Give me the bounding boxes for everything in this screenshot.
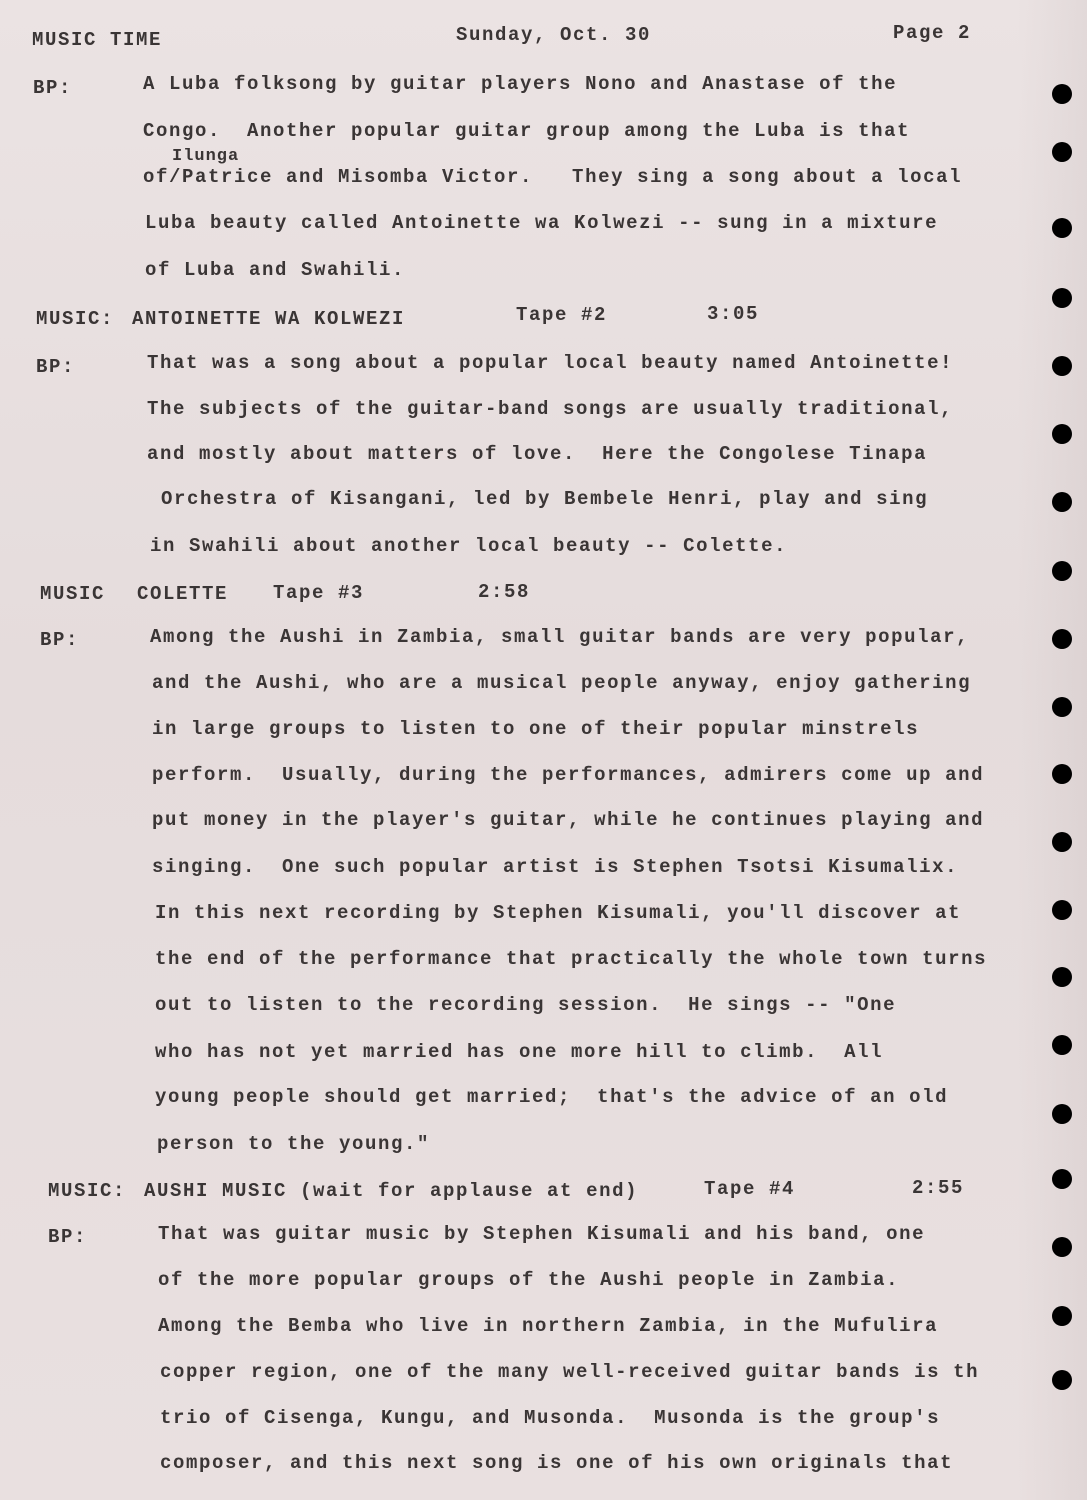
punch-hole bbox=[1052, 1370, 1072, 1390]
music-cue-tape: Tape #4 bbox=[704, 1178, 796, 1200]
script-line: Congo. Another popular guitar group among the Luba is that bbox=[143, 120, 911, 142]
speaker-label: BP: bbox=[48, 1226, 88, 1248]
punch-hole bbox=[1052, 424, 1072, 444]
script-line: singing. One such popular artist is Stephen Tsotsi Kisumalix. bbox=[152, 856, 959, 878]
script-line: young people should get married; that's the advice of an old bbox=[155, 1086, 949, 1108]
script-line: in Swahili about another local beauty -- Colette. bbox=[150, 535, 788, 557]
punch-hole bbox=[1052, 832, 1072, 852]
music-cue-title: AUSHI MUSIC (wait for applause at end) bbox=[144, 1180, 639, 1202]
script-line: A Luba folksong by guitar players Nono and Anastase of the bbox=[143, 73, 898, 95]
script-line: out to listen to the recording session. He sings -- "One bbox=[155, 994, 897, 1016]
handwritten-insert: Ilunga bbox=[172, 147, 240, 166]
punch-hole bbox=[1052, 1237, 1072, 1257]
script-line: Among the Bemba who live in northern Zambia, in the Mufulira bbox=[158, 1315, 939, 1337]
punch-hole bbox=[1052, 142, 1072, 162]
script-line: In this next recording by Stephen Kisumali, you'll discover at bbox=[155, 902, 962, 924]
script-line: of the more popular groups of the Aushi people in Zambia. bbox=[158, 1269, 900, 1291]
script-line: That was a song about a popular local beauty named Antoinette! bbox=[147, 352, 954, 374]
punch-hole bbox=[1052, 697, 1072, 717]
script-line: Orchestra of Kisangani, led by Bembele Henri, play and sing bbox=[148, 488, 929, 510]
script-line: perform. Usually, during the performances, admirers come up and bbox=[152, 764, 985, 786]
punch-hole bbox=[1052, 84, 1072, 104]
music-cue-label: MUSIC bbox=[40, 583, 106, 605]
music-cue-title: ANTOINETTE WA KOLWEZI bbox=[132, 308, 406, 330]
music-cue-duration: 2:55 bbox=[912, 1177, 965, 1199]
script-line: and the Aushi, who are a musical people anyway, enjoy gathering bbox=[152, 672, 972, 694]
script-line: the end of the performance that practically the whole town turns bbox=[155, 948, 988, 970]
program-title: MUSIC TIME bbox=[32, 29, 163, 51]
script-line: copper region, one of the many well-received guitar bands is th bbox=[160, 1361, 980, 1383]
script-line: put money in the player's guitar, while he continues playing and bbox=[152, 809, 985, 831]
punch-hole bbox=[1052, 356, 1072, 376]
page-number: Page 2 bbox=[893, 22, 972, 44]
punch-hole bbox=[1052, 900, 1072, 920]
punch-hole bbox=[1052, 492, 1072, 512]
script-line: of/Patrice and Misomba Victor. They sing a song about a local bbox=[143, 166, 963, 188]
script-line: trio of Cisenga, Kungu, and Musonda. Musonda is the group's bbox=[160, 1407, 941, 1429]
script-line: The subjects of the guitar-band songs are usually traditional, bbox=[147, 398, 954, 420]
punch-hole bbox=[1052, 288, 1072, 308]
music-cue-tape: Tape #2 bbox=[516, 304, 608, 326]
speaker-label: BP: bbox=[33, 77, 73, 99]
music-cue-title: COLETTE bbox=[137, 583, 229, 605]
punch-hole bbox=[1052, 561, 1072, 581]
script-line: in large groups to listen to one of their popular minstrels bbox=[152, 718, 920, 740]
punch-hole bbox=[1052, 1169, 1072, 1189]
punch-hole bbox=[1052, 1306, 1072, 1326]
punch-hole bbox=[1052, 629, 1072, 649]
script-line: of Luba and Swahili. bbox=[145, 259, 406, 281]
punch-hole bbox=[1052, 1035, 1072, 1055]
punch-hole bbox=[1052, 218, 1072, 238]
broadcast-date: Sunday, Oct. 30 bbox=[456, 24, 652, 46]
script-line: Among the Aushi in Zambia, small guitar bands are very popular, bbox=[150, 626, 970, 648]
script-line: person to the young." bbox=[157, 1133, 431, 1155]
music-cue-duration: 3:05 bbox=[707, 303, 760, 325]
speaker-label: BP: bbox=[40, 629, 80, 651]
music-cue-tape: Tape #3 bbox=[273, 582, 365, 604]
punch-hole bbox=[1052, 764, 1072, 784]
music-cue-label: MUSIC: bbox=[48, 1180, 127, 1202]
script-line: and mostly about matters of love. Here the Congolese Tinapa bbox=[147, 443, 928, 465]
script-line: who has not yet married has one more hill to climb. All bbox=[155, 1041, 884, 1063]
music-cue-label: MUSIC: bbox=[36, 308, 115, 330]
punch-hole bbox=[1052, 1104, 1072, 1124]
punch-hole bbox=[1052, 967, 1072, 987]
script-line: composer, and this next song is one of his own originals that bbox=[160, 1452, 954, 1474]
script-line: That was guitar music by Stephen Kisumali and his band, one bbox=[158, 1223, 926, 1245]
script-line: Luba beauty called Antoinette wa Kolwezi -- sung in a mixture bbox=[145, 212, 939, 234]
music-cue-duration: 2:58 bbox=[478, 581, 531, 603]
speaker-label: BP: bbox=[36, 356, 76, 378]
